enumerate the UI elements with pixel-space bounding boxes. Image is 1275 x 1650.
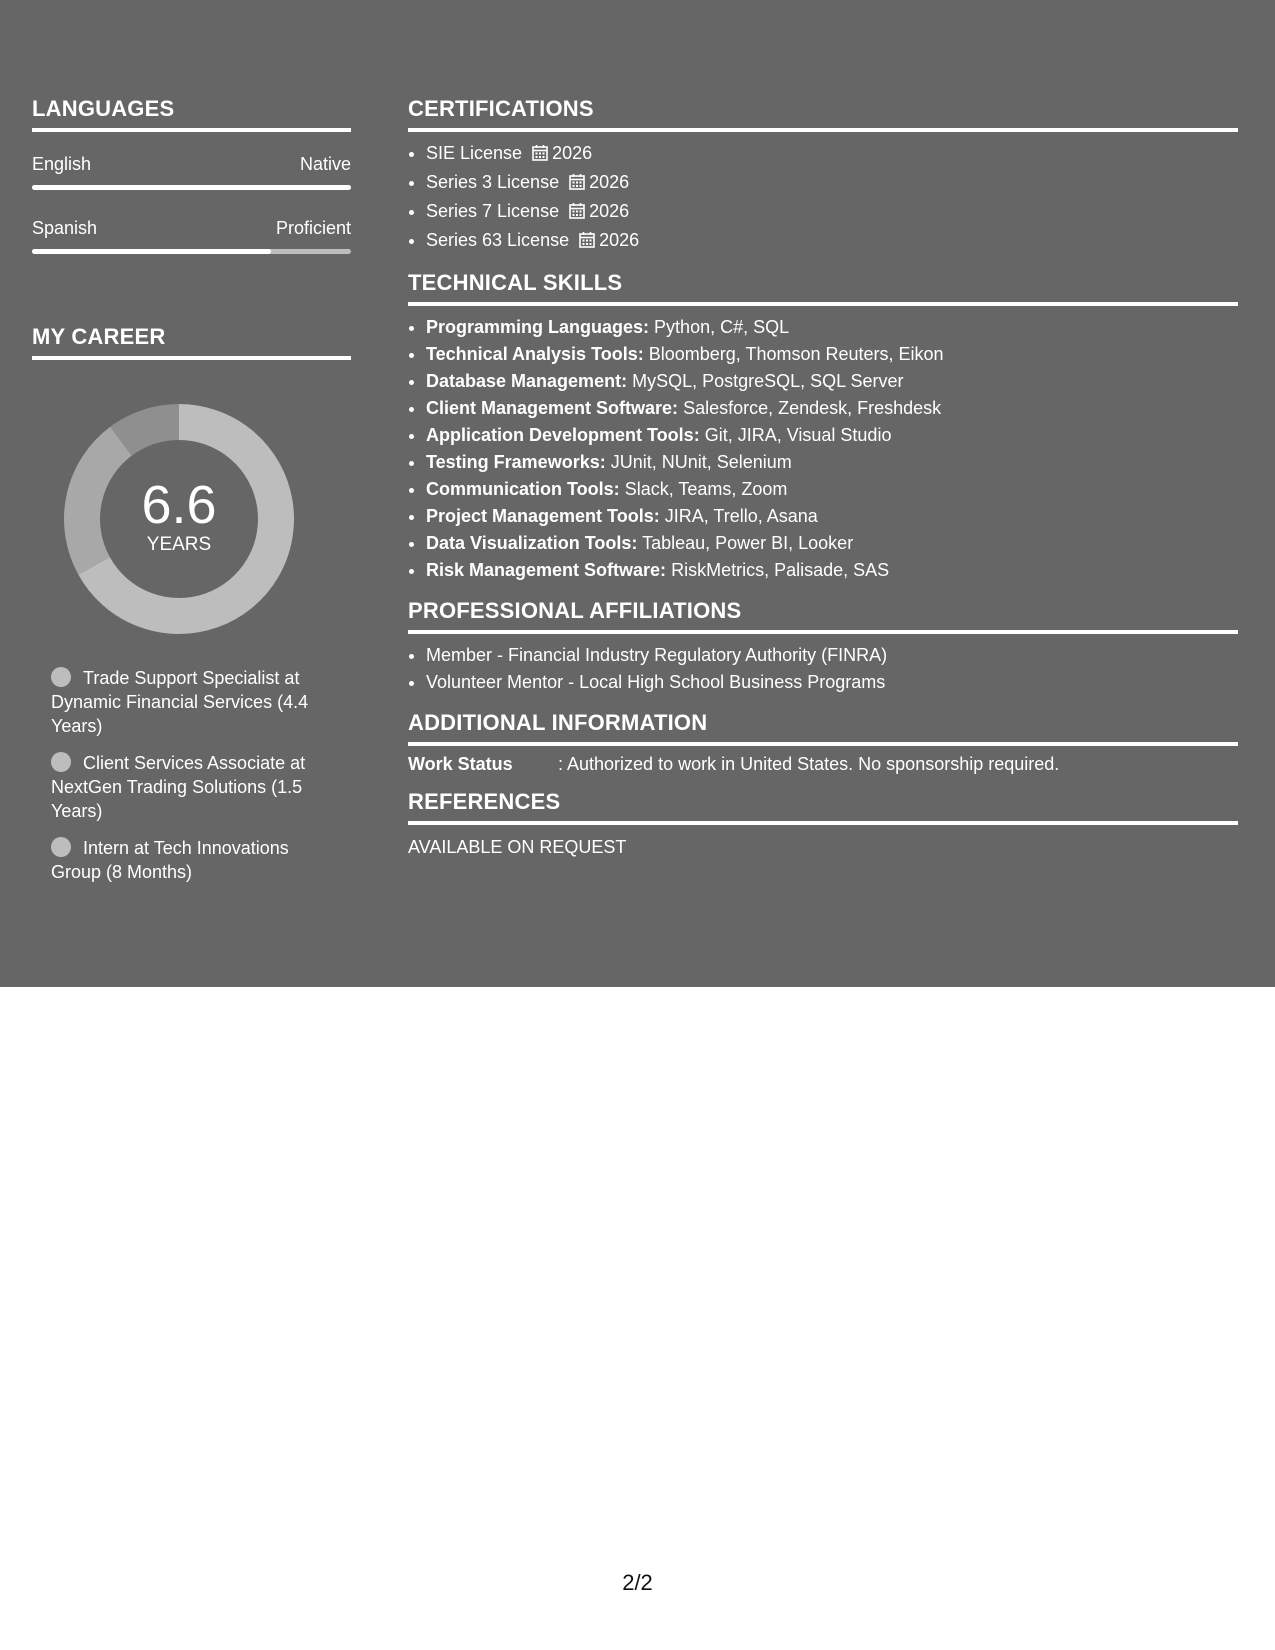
certification-year: 2026 xyxy=(552,143,593,163)
calendar-icon xyxy=(569,171,585,198)
certification-item xyxy=(426,227,1238,256)
circle-dot-icon xyxy=(51,667,71,687)
skill-values: JIRA, Trello, Asana xyxy=(664,506,818,526)
skill-category: Application Development Tools: xyxy=(426,425,700,445)
page-number: 2/2 xyxy=(622,1570,653,1595)
affiliations-section xyxy=(408,598,1238,696)
technical-skills-list xyxy=(408,314,1238,584)
work-status-value: : Authorized to work in United States. No sponsorship required. xyxy=(558,754,1060,774)
affiliation-item: • Volunteer Mentor - Local High School Business Programs xyxy=(426,669,1238,696)
calendar-icon xyxy=(579,229,595,256)
certification-name: Series 3 License xyxy=(426,172,560,192)
skill-item xyxy=(426,557,1238,584)
certification-year: 2026 xyxy=(589,201,630,221)
skill-item xyxy=(426,449,1238,476)
skill-values: Salesforce, Zendesk, Freshdesk xyxy=(683,398,942,418)
skill-category: Programming Languages: xyxy=(426,317,650,337)
skill-category: Database Management: xyxy=(426,371,628,391)
language-item-spanish xyxy=(32,218,351,254)
certification-year: 2026 xyxy=(599,230,640,250)
skill-values: Git, JIRA, Visual Studio xyxy=(704,425,892,445)
language-proficiency-fill xyxy=(32,249,271,254)
skill-item xyxy=(426,341,1238,368)
skill-values: Slack, Teams, Zoom xyxy=(624,479,788,499)
skill-category: Client Management Software: xyxy=(426,398,679,418)
left-column xyxy=(32,96,351,897)
language-level: Native xyxy=(299,154,351,174)
skill-category: Testing Frameworks: xyxy=(426,452,606,472)
technical-skills-section xyxy=(408,270,1238,584)
skill-category: Project Management Tools: xyxy=(426,506,660,526)
certification-name: SIE License xyxy=(426,143,523,163)
certifications-list xyxy=(408,140,1238,256)
skill-item xyxy=(426,422,1238,449)
skill-values: RiskMetrics, Palisade, SAS xyxy=(671,560,890,580)
career-item xyxy=(51,666,321,738)
career-donut-center xyxy=(64,476,294,556)
career-donut-chart xyxy=(64,404,294,634)
language-proficiency-bar xyxy=(32,249,351,254)
language-proficiency-fill xyxy=(32,185,351,190)
languages-heading: LANGUAGES xyxy=(32,96,351,132)
career-donut-segment-3 xyxy=(121,422,179,441)
affiliation-item: • Member - Financial Industry Regulatory Authority (FINRA) xyxy=(426,642,1238,669)
skill-category: Technical Analysis Tools: xyxy=(426,344,644,364)
affiliations-list xyxy=(408,642,1238,696)
calendar-icon xyxy=(569,200,585,227)
certification-item xyxy=(426,140,1238,169)
career-total-years: 6.6 xyxy=(141,475,217,535)
skill-item xyxy=(426,395,1238,422)
career-item-text: Client Services Associate at NextGen Trading Solutions (1.5 Years) xyxy=(51,753,306,821)
skill-item xyxy=(426,368,1238,395)
skill-item xyxy=(426,314,1238,341)
career-total-unit: YEARS xyxy=(146,534,212,555)
career-list xyxy=(51,666,321,884)
skill-values: Bloomberg, Thomson Reuters, Eikon xyxy=(648,344,944,364)
career-item-text: Intern at Tech Innovations Group (8 Months) xyxy=(51,838,289,882)
references-section xyxy=(408,789,1238,858)
certification-item xyxy=(426,169,1238,198)
certification-item xyxy=(426,198,1238,227)
affiliations-heading: PROFESSIONAL AFFILIATIONS xyxy=(408,598,1238,634)
skill-category: Communication Tools: xyxy=(426,479,620,499)
career-item-text: Trade Support Specialist at Dynamic Financial Services (4.4 Years) xyxy=(51,668,309,736)
skill-values: Python, C#, SQL xyxy=(654,317,790,337)
right-column xyxy=(408,96,1238,872)
certifications-section xyxy=(408,96,1238,256)
circle-dot-icon xyxy=(51,837,71,857)
skill-category: Data Visualization Tools: xyxy=(426,533,638,553)
career-item xyxy=(51,836,321,884)
work-status-row xyxy=(408,754,1238,775)
technical-skills-heading: TECHNICAL SKILLS xyxy=(408,270,1238,306)
career-heading: MY CAREER xyxy=(32,324,351,360)
skill-item xyxy=(426,503,1238,530)
references-heading: REFERENCES xyxy=(408,789,1238,825)
language-proficiency-bar xyxy=(32,185,351,190)
additional-info-section xyxy=(408,710,1238,775)
certification-name: Series 7 License xyxy=(426,201,560,221)
skill-item xyxy=(426,530,1238,557)
circle-dot-icon xyxy=(51,752,71,772)
work-status-label: Work Status xyxy=(408,754,513,774)
language-item-english xyxy=(32,154,351,190)
certification-year: 2026 xyxy=(589,172,630,192)
career-item xyxy=(51,751,321,823)
certifications-heading: CERTIFICATIONS xyxy=(408,96,1238,132)
skill-category: Risk Management Software: xyxy=(426,560,667,580)
language-name: English xyxy=(32,154,92,174)
skill-item xyxy=(426,476,1238,503)
language-name: Spanish xyxy=(32,218,98,238)
skill-values: JUnit, NUnit, Selenium xyxy=(610,452,792,472)
references-text: AVAILABLE ON REQUEST xyxy=(408,837,627,857)
additional-info-heading: ADDITIONAL INFORMATION xyxy=(408,710,1238,746)
certification-name: Series 63 License xyxy=(426,230,570,250)
language-level: Proficient xyxy=(275,218,351,238)
skill-values: MySQL, PostgreSQL, SQL Server xyxy=(632,371,904,391)
calendar-icon xyxy=(532,142,548,169)
skill-values: Tableau, Power BI, Looker xyxy=(642,533,854,553)
